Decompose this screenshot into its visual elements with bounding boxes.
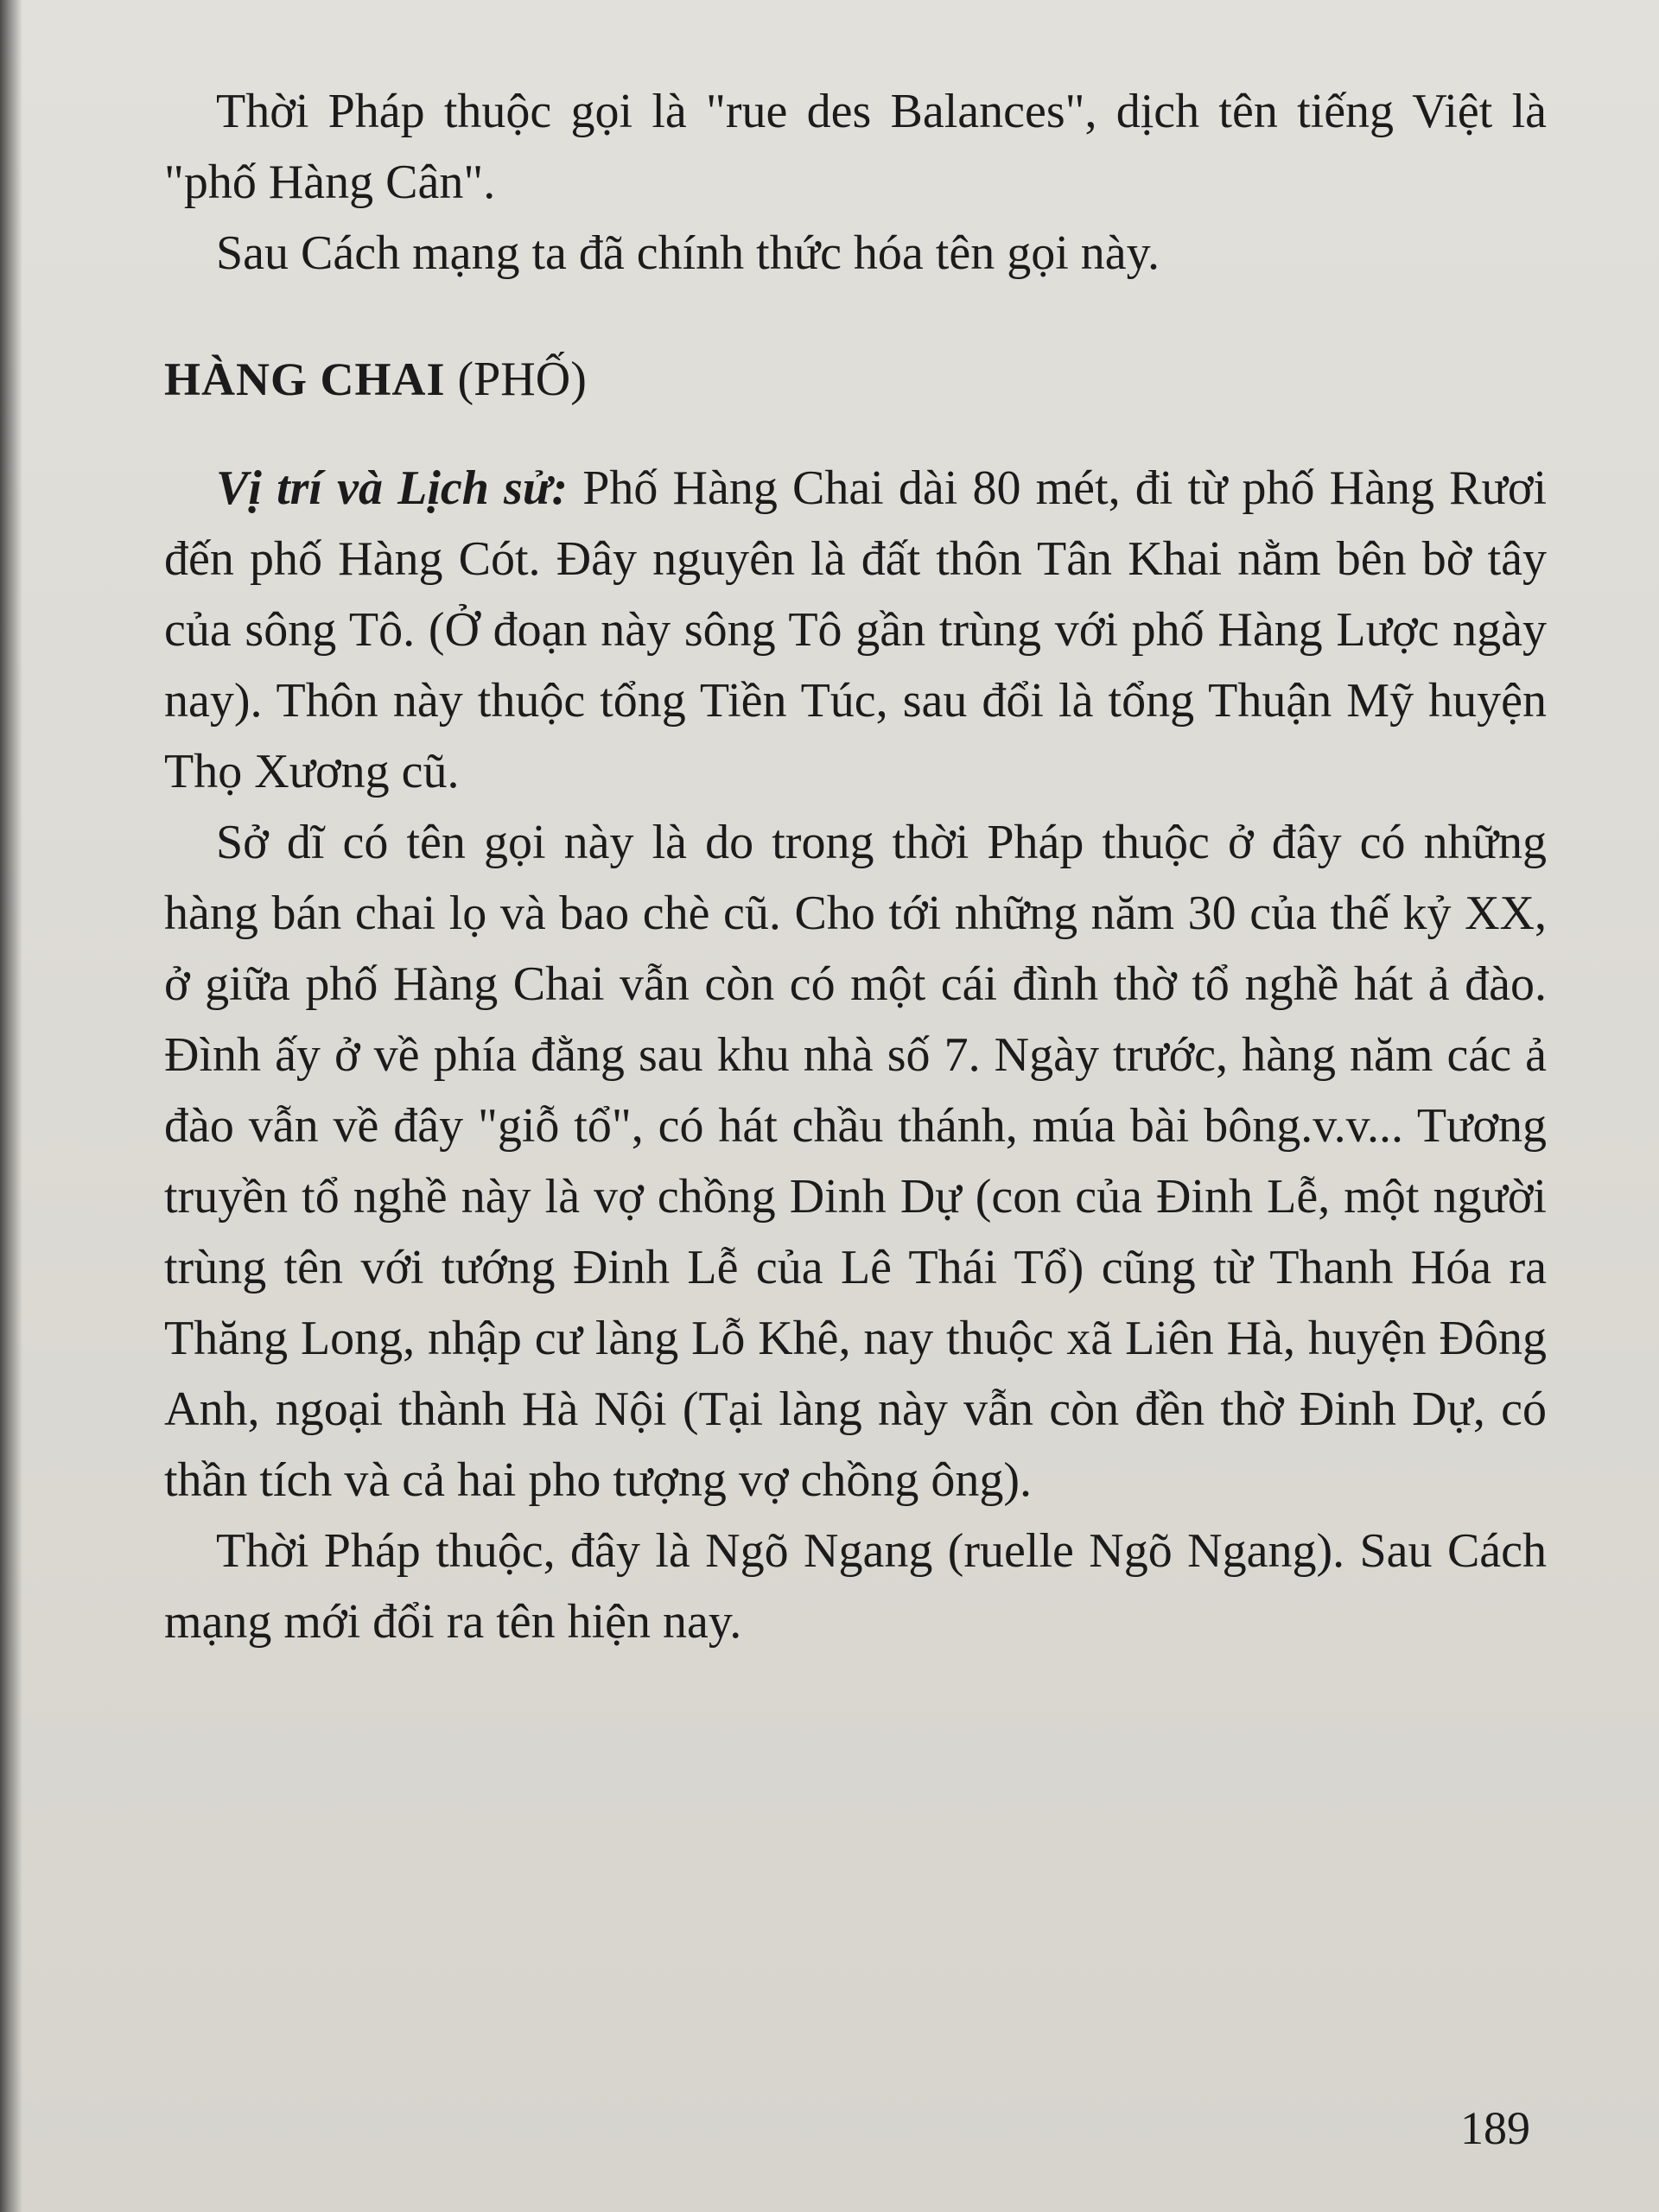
lead-label: Vị trí và Lịch sử: — [216, 461, 569, 515]
lead-text: Phố Hàng Chai dài 80 mét, đi từ phố Hàng Rươi đến phố Hàng Cót. Đây nguyên là đất thôn Tân Khai nằm bên bờ tây của sông Tô. (Ở đoạn này sông Tô gần trùng với phố Hàng Lược ngày nay). Thôn này thuộc tổng Tiền Túc, sau đổi là tổng Thuận Mỹ huyện Thọ Xương cũ. — [164, 461, 1548, 798]
paragraph-after-revolution: Sau Cách mạng ta đã chính thức hóa tên gọi này. — [216, 226, 1160, 280]
heading-street-name: HÀNG CHAI — [164, 353, 446, 405]
paragraph-french-period: Thời Pháp thuộc, đây là Ngõ Ngang (ruelle Ngõ Ngang). Sau Cách mạng mới đổi ra tên hiện nay. — [164, 1524, 1547, 1649]
paragraph-location-history — [164, 453, 1547, 807]
section-heading — [164, 344, 1547, 415]
paragraph-name-origin: Sở dĩ có tên gọi này là do trong thời Pháp thuộc ở đây có những hàng bán chai lọ và bao chè cũ. Cho tới những năm 30 của thế kỷ XX, ở giữa phố Hàng Chai vẫn còn có một cái đình thờ tổ nghề hát ả đào. Đình ấy ở về phía đằng sau khu nhà số 7. Ngày trước, hàng năm các ả đào vẫn về đây "giỗ tổ", có hát chầu thánh, múa bài bông.v.v... Tương truyền tổ nghề này là vợ chồng Dinh Dự (con của Đinh Lễ, một người trùng tên với tướng Đinh Lễ của Lê Thái Tổ) cũng từ Thanh Hóa ra Thăng Long, nhập cư làng Lỗ Khê, nay thuộc xã Liên Hà, huyện Đông Anh, ngoại thành Hà Nội (Tại làng này vẫn còn đền thờ Đinh Dự, có thần tích và cả hai pho tượng vợ chồng ông). — [164, 816, 1547, 1507]
paragraph-rue-des-balances: Thời Pháp thuộc gọi là "rue des Balances", dịch tên tiếng Việt là "phố Hàng Cân". — [164, 85, 1547, 209]
page-gutter-shadow — [0, 0, 22, 2212]
heading-street-type: (PHỐ) — [457, 353, 587, 406]
page-text — [164, 76, 1547, 1657]
page-number: 189 — [1460, 2102, 1530, 2154]
